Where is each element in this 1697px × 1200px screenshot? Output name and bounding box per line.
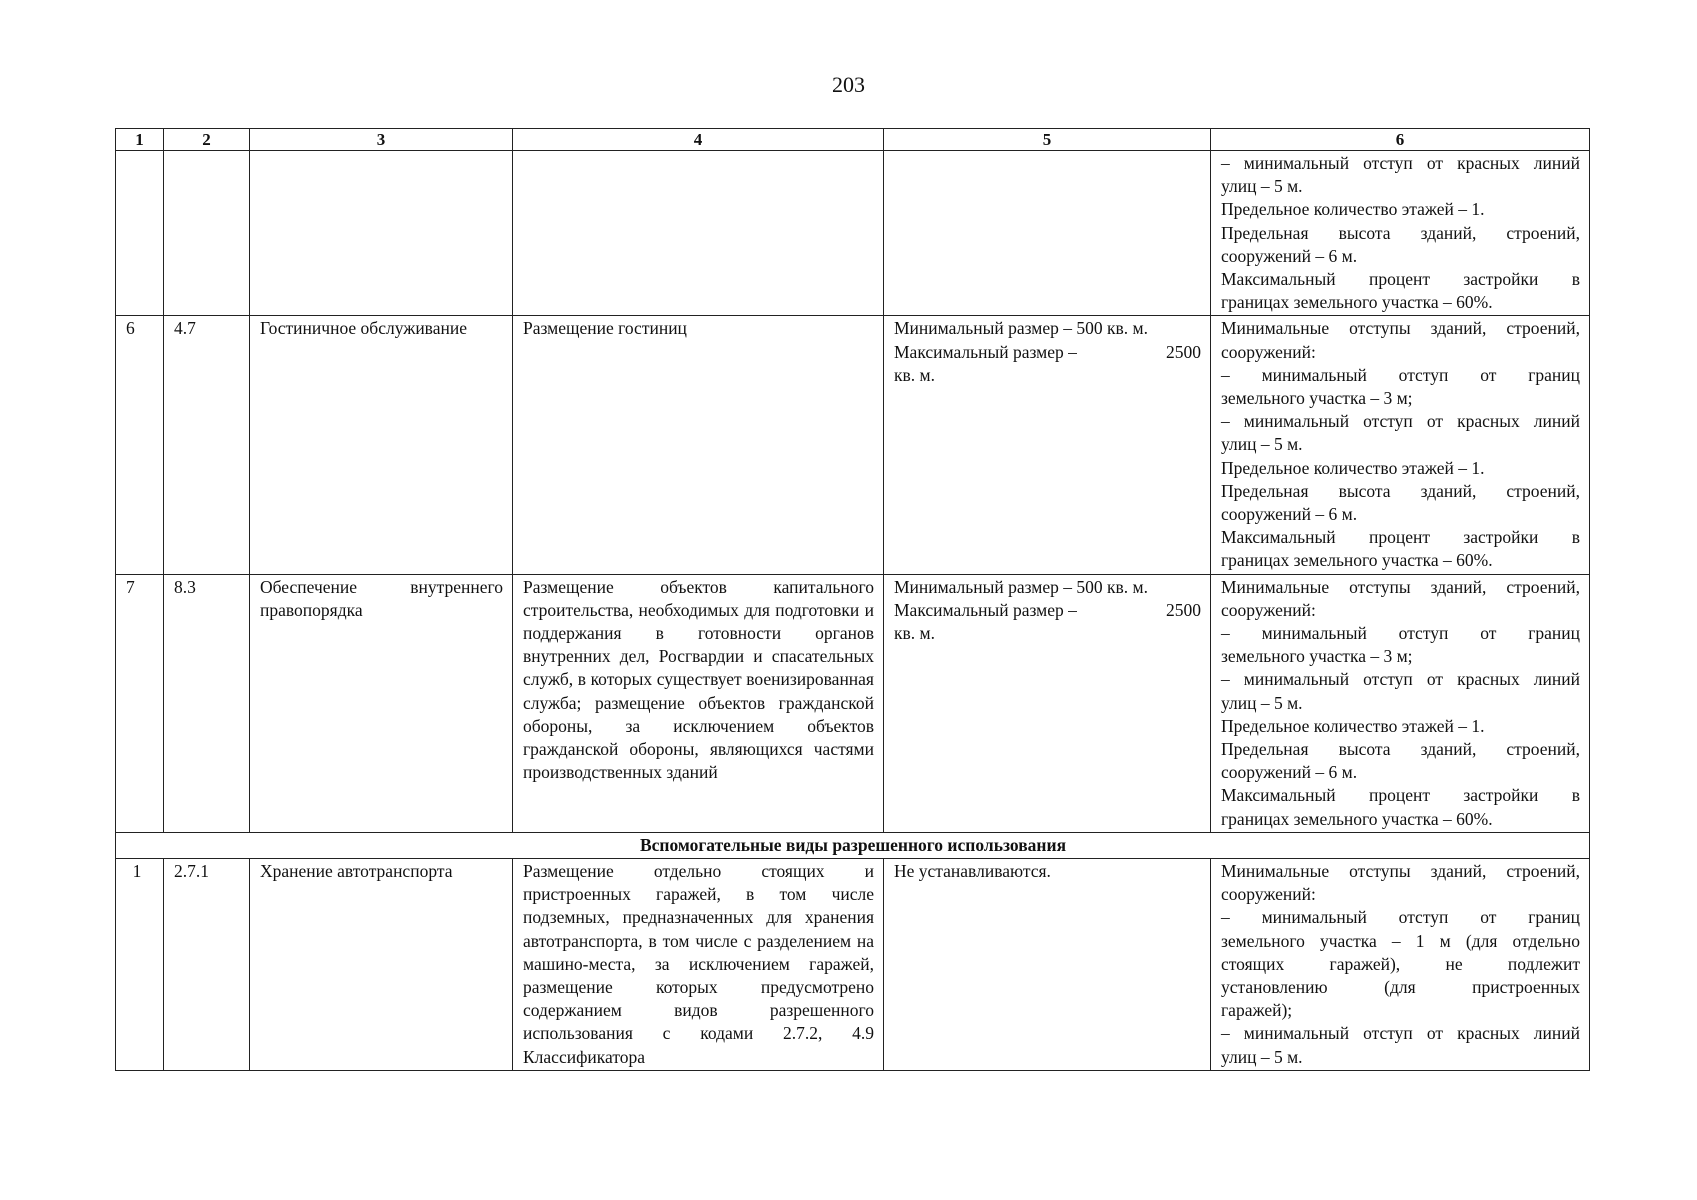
param-line: – минимальный отступ от границ [1221, 623, 1580, 644]
column-header: 3 [250, 129, 513, 151]
table-row [116, 574, 1590, 832]
param-line: сооружений: [1221, 599, 1316, 620]
param-line: улиц – 5 м. [1221, 434, 1303, 455]
param-line: Предельное количество этажей – 1. [1221, 457, 1485, 478]
table-row [116, 858, 1590, 1070]
header-row [116, 129, 1590, 151]
param-line: Максимальный процент застройки в [1221, 785, 1580, 806]
row-code: 4.7 [164, 316, 250, 574]
row-name: Хранение автотранспорта [250, 858, 513, 1070]
column-header: 6 [1211, 129, 1590, 151]
param-line: Предельная высота зданий, строений, [1221, 222, 1580, 243]
size-line: Минимальный размер – 500 кв. м. [894, 576, 1148, 597]
row-number: 7 [116, 574, 164, 832]
row-parameters [1211, 858, 1590, 1070]
column-header: 1 [116, 129, 164, 151]
column-header: 2 [164, 129, 250, 151]
size-label: Максимальный размер – [894, 599, 1077, 620]
row-name: Гостиничное обслуживание [250, 316, 513, 574]
size-line: Минимальный размер – 500 кв. м. [894, 318, 1148, 339]
row-description [513, 151, 884, 316]
param-line: границах земельного участка – 60%. [1221, 292, 1493, 313]
size-line: кв. м. [894, 623, 935, 644]
param-line: Предельная высота зданий, строений, [1221, 480, 1580, 501]
param-line: – минимальный отступ от красных линий [1221, 153, 1580, 173]
row-size [884, 574, 1211, 832]
param-line: Максимальный процент застройки в [1221, 269, 1580, 290]
param-line: Минимальные отступы зданий, строений, [1221, 318, 1580, 339]
row-code: 2.7.1 [164, 858, 250, 1070]
size-value: 2500 [1166, 341, 1201, 362]
row-size: Не устанавливаются. [884, 858, 1211, 1070]
row-parameters [1211, 316, 1590, 574]
row-size [884, 316, 1211, 574]
table-row [116, 151, 1590, 316]
param-line: улиц – 5 м. [1221, 692, 1303, 713]
param-line: улиц – 5 м. [1221, 176, 1303, 197]
row-code: 8.3 [164, 574, 250, 832]
page-number: 203 [832, 72, 865, 97]
param-line: земельного участка – 1 м (для отдельно [1221, 930, 1580, 951]
row-parameters [1211, 574, 1590, 832]
row-description: Размещение объектов капитального строительства, необходимых для подготовки и поддержания в готовности органов внутренних дел, Росгвардии и спасательных служб, в которых существует военизированная служба; размещение объектов гражданской обороны, за исключением объектов гражданской обороны, являющихся частями производственных зданий [513, 574, 884, 832]
column-header: 5 [884, 129, 1211, 151]
row-size [884, 151, 1211, 316]
param-line: сооружений: [1221, 884, 1316, 905]
row-name [250, 151, 513, 316]
row-description: Размещение гостиниц [513, 316, 884, 574]
param-line: земельного участка – 3 м; [1221, 646, 1413, 667]
row-number: 1 [116, 858, 164, 1070]
param-line: – минимальный отступ от красных линий [1221, 411, 1580, 432]
size-line [894, 599, 1201, 622]
param-line: Предельное количество этажей – 1. [1221, 199, 1485, 220]
param-line: Максимальный процент застройки в [1221, 527, 1580, 548]
row-number [116, 151, 164, 316]
column-header: 4 [513, 129, 884, 151]
row-description: Размещение отдельно стоящих и пристроенных гаражей, в том числе подземных, предназначенных для хранения автотранспорта, в том числе с разделением на машино-места, за исключением гаражей, размещение которых предусмотрено содержанием видов разрешенного использования с кодами 2.7.2, 4.9 Классификатора [513, 858, 884, 1070]
param-line: сооружений – 6 м. [1221, 504, 1358, 525]
param-line: сооружений – 6 м. [1221, 245, 1358, 266]
param-line: сооружений: [1221, 341, 1316, 362]
zoning-table [115, 128, 1590, 1071]
param-line: границах земельного участка – 60%. [1221, 808, 1493, 829]
param-line: сооружений – 6 м. [1221, 762, 1358, 783]
table-row [116, 316, 1590, 574]
size-line [894, 341, 1201, 364]
size-label: Максимальный размер – [894, 341, 1077, 362]
param-line: Минимальные отступы зданий, строений, [1221, 860, 1580, 881]
param-line: земельного участка – 3 м; [1221, 388, 1413, 409]
param-line: Предельное количество этажей – 1. [1221, 715, 1485, 736]
row-parameters [1211, 151, 1590, 316]
row-code [164, 151, 250, 316]
size-value: 2500 [1166, 599, 1201, 620]
param-line: установлению (для пристроенных [1221, 976, 1580, 997]
param-line: улиц – 5 м. [1221, 1046, 1303, 1067]
param-line: – минимальный отступ от границ [1221, 364, 1580, 385]
param-line: Минимальные отступы зданий, строений, [1221, 576, 1580, 597]
row-name: Обеспечение внутреннего правопорядка [250, 574, 513, 832]
param-line: гаражей); [1221, 1000, 1293, 1021]
size-line: кв. м. [894, 364, 935, 385]
param-line: Предельная высота зданий, строений, [1221, 739, 1580, 760]
section-title: Вспомогательные виды разрешенного использования [116, 832, 1590, 858]
param-line: границах земельного участка – 60%. [1221, 550, 1493, 571]
section-header-row [116, 832, 1590, 858]
param-line: – минимальный отступ от границ [1221, 907, 1580, 928]
param-line: – минимальный отступ от красных линий [1221, 1023, 1580, 1044]
param-line: стоящих гаражей), не подлежит [1221, 953, 1580, 974]
param-line: – минимальный отступ от красных линий [1221, 669, 1580, 690]
row-number: 6 [116, 316, 164, 574]
